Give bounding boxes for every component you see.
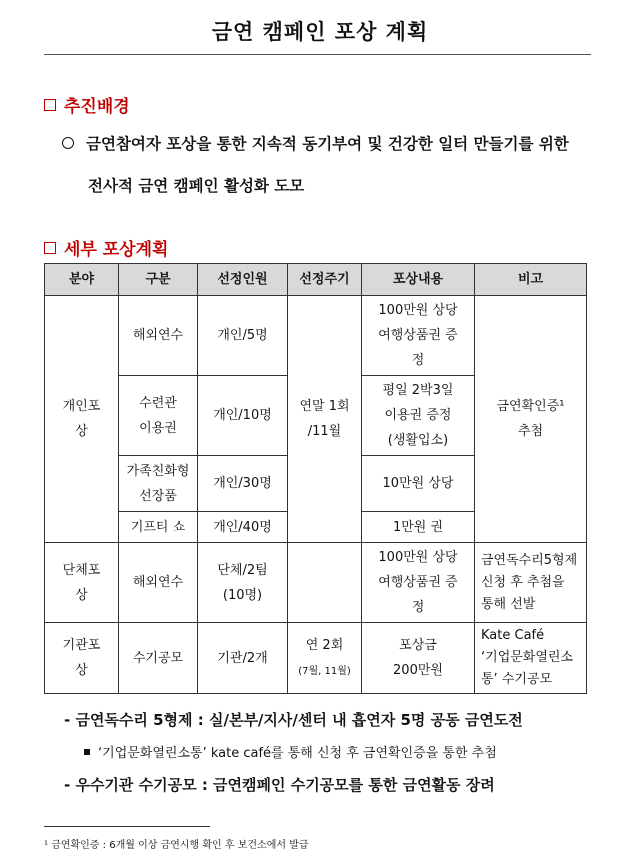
field-cell [45, 623, 119, 694]
reward-text: 여행상품권 증 [378, 328, 458, 343]
category-cell [119, 456, 198, 512]
page-title: 금연 캠페인 포상 계획 [211, 20, 429, 44]
category-text: 선장품 [139, 488, 177, 504]
reward-cell [362, 623, 475, 694]
cycle-cell [288, 543, 362, 623]
remark-text: 통해 선발 [481, 596, 536, 612]
title-divider [44, 54, 591, 55]
count-cell: 기관/2개 [198, 623, 288, 694]
reward-text: (생활입소) [387, 433, 449, 448]
remark-cell [475, 296, 587, 543]
background-line-1 [62, 132, 569, 154]
circle-bullet-icon [62, 137, 74, 149]
cycle-text: 연말 1회 [299, 399, 350, 414]
background-line-2: 전사적 금연 캠페인 활성화 도모 [88, 177, 305, 195]
table-header-row [45, 264, 587, 296]
note-sub-text: ‘기업문화열린소통’ kate café를 통해 신청 후 금연확인증을 통한 추첨 [98, 746, 497, 761]
remark-text: 금연확인증¹ [496, 399, 565, 414]
reward-cell: 1만원 권 [362, 512, 475, 543]
reward-text: 정 [411, 600, 425, 615]
category-cell: 해외연수 [119, 543, 198, 623]
reward-text: 포상금 [399, 638, 437, 653]
field-text: 상 [75, 663, 88, 678]
category-text: 이용권 [139, 420, 177, 436]
section-title: 세부 포상계획 [64, 240, 169, 260]
note-line-2: - 우수기관 수기공모 : 금연캠페인 수기공모를 통한 금연활동 장려 [64, 776, 495, 794]
count-cell: 개인/10명 [198, 376, 288, 456]
remark-text: Kate Café [481, 628, 545, 643]
remark-text: 추첨 [517, 424, 544, 439]
field-text: 상 [75, 587, 88, 603]
cycle-text: (7월, 11월) [298, 665, 351, 677]
category-cell: 해외연수 [119, 296, 198, 376]
cycle-text: /11월 [307, 424, 342, 439]
count-cell: 개인/30명 [198, 456, 288, 512]
table-row [45, 543, 587, 623]
table-row [45, 623, 587, 694]
cycle-text: 연 2회 [305, 637, 344, 653]
count-cell [198, 543, 288, 623]
square-bullet-icon [84, 749, 90, 755]
remark-text: ‘기업문화열린소 [481, 650, 574, 665]
header-reward: 포상내용 [362, 264, 475, 296]
footnote-divider [44, 826, 210, 827]
reward-cell: 10만원 상당 [362, 456, 475, 512]
category-text: 수련관 [139, 395, 177, 411]
field-text: 상 [75, 424, 88, 439]
section-background [44, 92, 130, 117]
cycle-cell [288, 623, 362, 694]
count-cell: 개인/5명 [198, 296, 288, 376]
count-text: 단체/2팀 [217, 562, 268, 578]
table-row [45, 296, 587, 376]
field-cell [45, 543, 119, 623]
reward-text: 100만원 상당 [378, 303, 458, 318]
reward-text: 100만원 상당 [378, 550, 458, 565]
header-cycle: 선정주기 [288, 264, 362, 296]
footnote: ¹ 금연확인증 : 6개월 이상 금연시행 확인 후 보건소에서 발급 [44, 840, 309, 851]
count-cell: 개인/40명 [198, 512, 288, 543]
section-title: 추진배경 [64, 97, 130, 117]
remark-text: 통’ 수기공모 [481, 672, 553, 687]
category-cell: 수기공모 [119, 623, 198, 694]
header-remark: 비고 [475, 264, 587, 296]
header-field: 분야 [45, 264, 119, 296]
reward-plan-table [44, 263, 587, 694]
field-text: 기관포 [62, 638, 101, 653]
reward-cell [362, 376, 475, 456]
category-text: 가족친화형 [126, 463, 190, 479]
header-count: 선정인원 [198, 264, 288, 296]
category-cell [119, 376, 198, 456]
remark-cell [475, 543, 587, 623]
reward-text: 여행상품권 증 [378, 575, 458, 590]
remark-cell [475, 623, 587, 694]
field-cell [45, 296, 119, 543]
reward-cell [362, 543, 475, 623]
header-category: 구분 [119, 264, 198, 296]
count-text: (10명) [222, 587, 263, 603]
reward-cell [362, 296, 475, 376]
reward-text: 이용권 증정 [384, 408, 452, 423]
cycle-cell [288, 296, 362, 543]
reward-text: 평일 2박3일 [382, 383, 454, 398]
remark-text: 금연독수리5형제 [481, 552, 578, 568]
square-bullet-icon [44, 242, 56, 254]
note-line-1-sub [84, 742, 497, 761]
reward-text: 200만원 [393, 663, 443, 678]
note-line-1: - 금연독수리 5형제 : 실/본부/지사/센터 내 흡연자 5명 공동 금연도전 [64, 711, 523, 729]
category-cell: 기프티 쇼 [119, 512, 198, 543]
reward-text: 정 [411, 353, 425, 368]
square-bullet-icon [44, 99, 56, 111]
field-text: 단체포 [62, 562, 101, 578]
remark-text: 신청 후 추첨을 [481, 574, 565, 590]
field-text: 개인포 [62, 399, 101, 414]
background-text: 금연참여자 포상을 통한 지속적 동기부여 및 건강한 일터 만들기를 위한 [86, 135, 569, 153]
section-detail [44, 235, 168, 260]
